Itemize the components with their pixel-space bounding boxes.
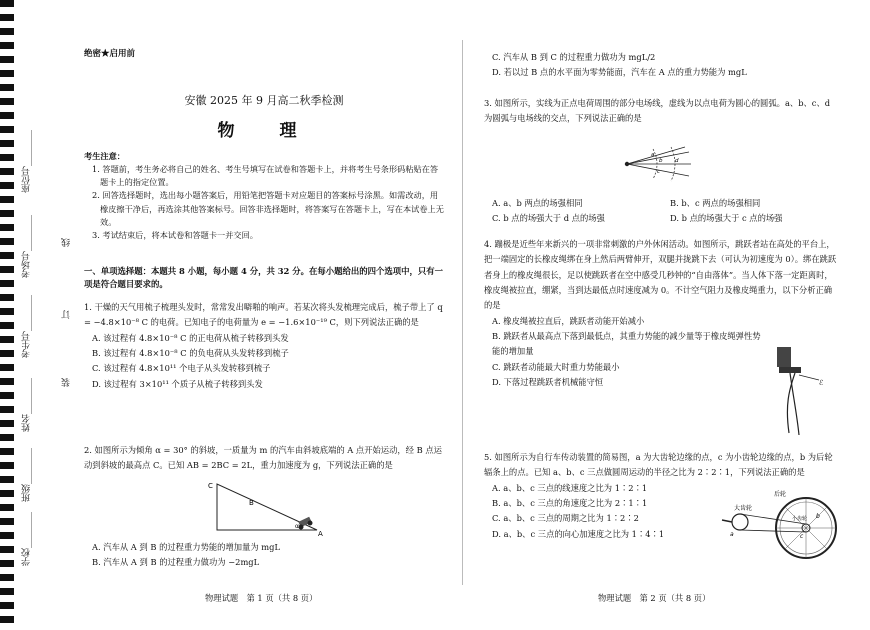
option: A. a、b 两点的场强相同 bbox=[492, 198, 583, 208]
question-stem: 4. 蹦极是近些年来新兴的一项非常刺激的户外休闲活动。如图所示，跳跃者站在高处的平台上，把一端固定的长橡皮绳绑在身上然后两臂伸开，双腿并拢跳下去（可认为初速度为 0）。绑在跳跃者身上的橡皮绳很长，足以使跳跃者在空中感受几秒钟的“自由落体”。当人体下落一定距离时，橡皮绳被拉直，绷紧，当到达最低点时速度减为 0。不计空气阻力及橡皮绳重力，以下分析正确的是 bbox=[484, 239, 837, 311]
option: C. b 点的场强大于 d 点的场强 bbox=[492, 213, 605, 224]
seal-pack-char: 装 bbox=[62, 378, 72, 387]
note-item: 2. 回答选择题时，选出每小题答案后，用铅笔把答题卡对应题目的答案标号涂黑。如需改动，用橡皮擦干净后，再选涂其他答案标号。回答非选择题时，将答案写在答题卡上，写在本试卷上无效。 bbox=[92, 190, 444, 227]
option: A. 橡皮绳被拉直后，跳跃者动能开始减小 bbox=[492, 315, 645, 326]
seal-bind-char: 订 bbox=[62, 310, 72, 319]
fig-label-d: d bbox=[675, 158, 679, 164]
bicycle-figure bbox=[712, 490, 837, 562]
question-1 bbox=[84, 300, 444, 392]
notes-heading: 考生注意： bbox=[84, 151, 125, 161]
field-seat-number: 座位号________ bbox=[22, 130, 32, 193]
option: C. a、b、c 三点的周期之比为 1∶2∶2 bbox=[492, 513, 639, 524]
bungee-figure bbox=[775, 345, 835, 440]
seal-line-char: 线 bbox=[62, 238, 72, 247]
question-3-options bbox=[484, 196, 840, 227]
notes bbox=[84, 150, 444, 242]
option: D. a、b、c 三点的向心加速度之比为 1∶4∶1 bbox=[492, 528, 665, 539]
option: D. 下落过程跳跃者机械能守恒 bbox=[492, 377, 604, 388]
fig-label-a: a bbox=[651, 152, 655, 158]
field-lines-figure bbox=[615, 145, 695, 183]
option: C. 汽车从 B 到 C 的过程重力做功为 mgL/2 bbox=[492, 52, 656, 62]
car-icon bbox=[298, 517, 312, 530]
question-stem: 1. 干燥的天气用梳子梳理头发时，常常发出噼啪的响声。若某次将头发梳理完成后，梳子带上了 q = −4.8×10⁻⁸ C 的电荷。已知电子的电荷量为 e = −1.6×10⁻¹⁹ C，则下列说法正确的是 bbox=[84, 302, 443, 328]
page-divider bbox=[462, 40, 463, 585]
field-class: 班级________ bbox=[22, 448, 32, 502]
option: B. b、c 两点的场强相同 bbox=[670, 198, 761, 208]
exam-title: 安徽 2025 年 9 月高二秋季检测 bbox=[184, 94, 344, 107]
fig-label-b: b bbox=[659, 158, 663, 164]
question-2-options bbox=[84, 540, 444, 571]
fig-label-c: c bbox=[800, 533, 804, 540]
secret-mark: 绝密★启用前 bbox=[84, 49, 136, 59]
fig-label-big-gear: 大齿轮 bbox=[734, 505, 753, 512]
field-candidate-number: 考生号________ bbox=[22, 295, 32, 358]
subject-title: 物 理 bbox=[217, 121, 311, 141]
question-stem: 5. 如图所示为自行车传动装置的简易图，a 为大齿轮边缘的点，c 为小齿轮边缘的点，b 为后轮辐条上的点。已知 a、b、c 三点做圆周运动的半径之比为 2∶2∶1，下列说法正确的是 bbox=[484, 452, 833, 478]
fig-label-b: b bbox=[816, 513, 820, 520]
option: B. 该过程有 4.8×10⁻⁸ C 的负电荷从头发转移到梳子 bbox=[92, 348, 289, 359]
slope-figure bbox=[205, 478, 330, 538]
section-heading: 一、单项选择题：本题共 8 小题，每小题 4 分，共 32 分。在每小题给出的四个选项中，只有一项是符合题目要求的。 bbox=[84, 266, 444, 290]
fig-label-alpha: α bbox=[295, 523, 299, 530]
jumper-icon: ℰ bbox=[819, 379, 824, 387]
option: D. 该过程有 3×10¹¹ 个质子从梳子转移到头发 bbox=[92, 378, 263, 389]
option: C. 跳跃者动能最大时重力势能最小 bbox=[492, 361, 620, 372]
option: A. 该过程有 4.8×10⁻⁸ C 的正电荷从梳子转移到头发 bbox=[92, 332, 289, 343]
option: B. a、b、c 三点的角速度之比为 2∶1∶1 bbox=[492, 498, 648, 509]
option: A. a、b、c 三点的线速度之比为 1∶2∶1 bbox=[492, 482, 648, 493]
question-2 bbox=[84, 443, 444, 474]
question-2-options-cont bbox=[484, 50, 840, 81]
fig-label-c: c bbox=[657, 169, 661, 175]
question-stem: 2. 如图所示为倾角 α = 30° 的斜坡，一质量为 m 的汽车由斜坡底端的 A 点开始运动，经 B 点运动到斜坡的最高点 C。已知 AB = 2BC = 2L，重力加速度为 g，下列说法正确的是 bbox=[84, 445, 442, 471]
note-item: 1. 答题前，考生务必将自己的姓名、考生号填写在试卷和答题卡上，并将考生号条形码粘贴在答题卡上的指定位置。 bbox=[92, 164, 439, 188]
option: B. 汽车从 A 到 B 的过程重力做功为 −2mgL bbox=[92, 557, 260, 568]
fig-label-rear-wheel: 后轮 bbox=[774, 491, 787, 498]
field-school: 学校________ bbox=[22, 512, 32, 566]
option: A. 汽车从 A 到 B 的过程重力势能的增加量为 mgL bbox=[92, 542, 280, 552]
option: D. b 点的场强大于 c 点的场强 bbox=[670, 213, 783, 224]
footer-right: 物理试题 第 2 页（共 8 页） bbox=[598, 593, 711, 603]
footer-left: 物理试题 第 1 页（共 8 页） bbox=[205, 593, 318, 603]
fig-label-b: B bbox=[249, 499, 254, 507]
binding-stripes bbox=[0, 0, 14, 630]
option: B. 跳跃者从最高点下落到最低点，其重力势能的减少量等于橡皮绳弹性势能的增加量 bbox=[492, 331, 761, 357]
fig-label-small-gear: 小齿轮 bbox=[792, 516, 808, 522]
fig-label-a: a bbox=[730, 531, 734, 538]
field-name: 姓名________ bbox=[22, 378, 32, 432]
option: D. 若以过 B 点的水平面为零势能面，汽车在 A 点的重力势能为 mgL bbox=[492, 67, 747, 78]
question-3 bbox=[484, 96, 840, 127]
question-stem: 3. 如图所示，实线为正点电荷周围的部分电场线，虚线为以点电荷为圆心的圆弧。a、b、c、d 为圆弧与电场线的交点，下列说法正确的是 bbox=[484, 98, 831, 124]
option: C. 该过程有 4.8×10¹¹ 个电子从头发转移到梳子 bbox=[92, 363, 271, 374]
field-room-number: 考场号________ bbox=[22, 215, 32, 278]
fig-label-c: C bbox=[208, 482, 213, 490]
note-item: 3. 考试结束后，将本试卷和答题卡一并交回。 bbox=[92, 229, 258, 240]
fig-label-a: A bbox=[318, 530, 323, 538]
